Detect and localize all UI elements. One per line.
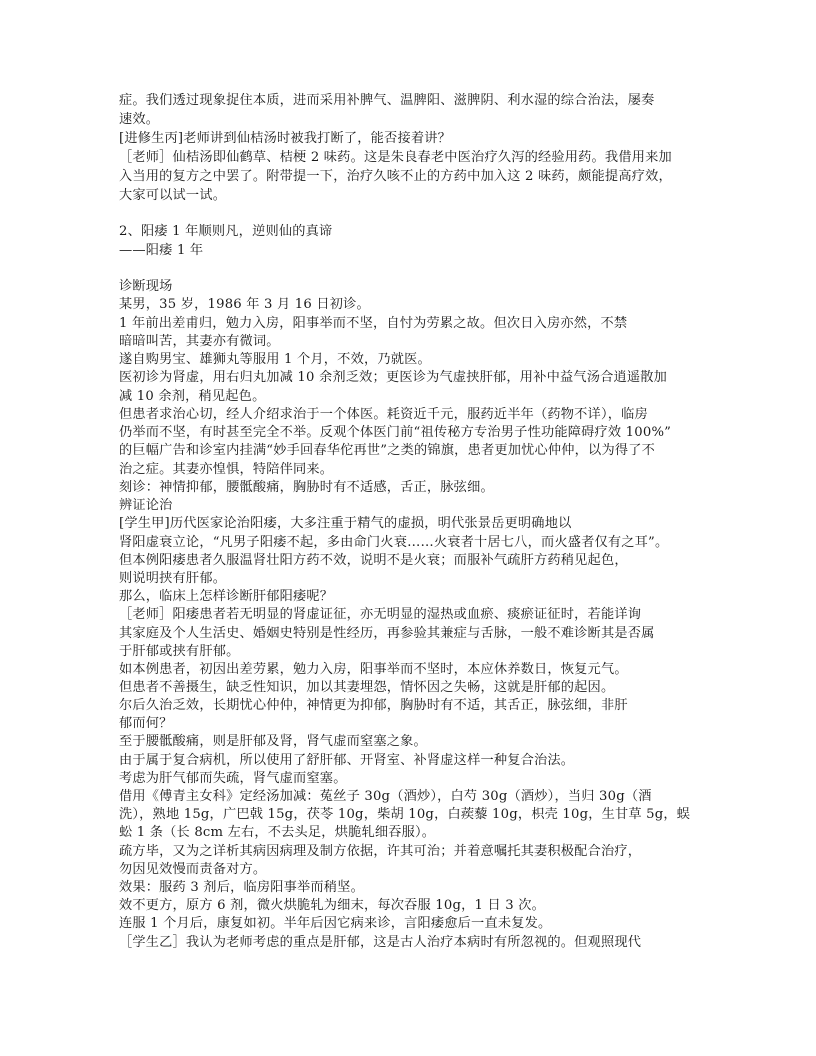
text-line: 尔后久治乏效，长期忧心仲仲，神情更为抑郁，胸胁时有不适，其舌正，脉弦细，非肝 xyxy=(119,698,628,713)
text-line: 但本例阳痿患者久服温肾壮阳方药不效，说明不是火衰；而服补气疏肝方药稍见起色， xyxy=(119,553,628,568)
text-line: 减 10 余剂，稍见起色。 xyxy=(119,389,266,404)
subsection-heading: 诊断现场 xyxy=(119,279,173,294)
text-line: [进修生丙]老师讲到仙桔汤时被我打断了，能否接着讲？ xyxy=(119,131,451,146)
text-line: 洗），熟地 15g，广巴戟 15g，茯苓 10g，柴胡 10g，白蒺藜 10g，枳壳 10g，生甘草 5g，蜈 xyxy=(119,807,691,822)
text-line: 郁而何？ xyxy=(119,716,173,731)
text-line: 但患者求治心切，经人介绍求治于一个体医。耗资近千元，服药近半年（药物不详），临房 xyxy=(119,407,648,422)
text-line: 医初诊为肾虚，用右归丸加减 10 余剂乏效；更医诊为气虚挟肝郁，用补中益气汤合逍遥散加 xyxy=(119,370,668,385)
text-line: 的巨幅广告和诊室内挂满“妙手回春华佗再世”之类的锦旗，患者更加忧心仲仲，以为得了不 xyxy=(119,443,655,458)
text-line: ［老师］仙桔汤即仙鹤草、桔梗 2 味药。这是朱良春老中医治疗久泻的经验用药。我借用来加 xyxy=(119,150,672,165)
text-line: 考虑为肝气郁而失疏，肾气虚而窒塞。 xyxy=(119,771,347,786)
text-line: 效果：服药 3 剂后，临房阳事举而稍坚。 xyxy=(119,880,364,895)
text-line: 治之症。其妻亦惶惧，特陪伴同来。 xyxy=(119,462,334,477)
text-line: 肾阳虚衰立论，“凡男子阳痿不起，多由命门火衰……火衰者十居七八，而火盛者仅有之耳”。 xyxy=(119,535,669,550)
text-line: 借用《傅青主女科》定经汤加减：菟丝子 30g（酒炒），白芍 30g（酒炒），当归 30g（酒 xyxy=(119,789,652,804)
text-line: 则说明挟有肝郁。 xyxy=(119,571,227,586)
text-line: 连服 1 个月后，康复如初。半年后因它病来诊，言阳痿愈后一直未复发。 xyxy=(119,916,552,931)
section-heading: 2、阳痿 1 年顺则凡，逆则仙的真谛 xyxy=(119,224,333,239)
text-line: 症。我们透过现象捉住本质，进而采用补脾气、温脾阳、滋脾阴、利水湿的综合治法，屡奏 xyxy=(119,93,655,108)
text-line: 至于腰骶酸痛，则是肝郁及肾，肾气虚而窒塞之象。 xyxy=(119,734,427,749)
text-line: 如本例患者，初因出差劳累，勉力入房，阳事举而不坚时，本应休养数日，恢复元气。 xyxy=(119,662,628,677)
text-line: 仍举而不坚，有时甚至完全不举。反观个体医门前“祖传秘方专治男子性功能障碍疗效 100%” xyxy=(119,425,672,440)
text-line: 暗暗叫苦，其妻亦有微词。 xyxy=(119,334,280,349)
text-line: 速效。 xyxy=(119,112,160,127)
text-line: 蚣 1 条（长 8cm 左右，不去头足，烘脆轧细吞服）。 xyxy=(119,825,436,840)
text-line: 刻诊：神情抑郁，腰骶酸痛，胸胁时有不适感，舌正，脉弦细。 xyxy=(119,480,494,495)
text-line: 效不更方，原方 6 剂，微火烘脆轧为细末，每次吞服 10g，1 日 3 次。 xyxy=(119,898,546,913)
text-line: 勿因见效慢而责备对方。 xyxy=(119,862,267,877)
text-line: 入当用的复方之中罢了。附带提一下，治疗久咳不止的方药中加入这 2 味药，颇能提高疗效， xyxy=(119,169,672,184)
text-line: 某男，35 岁，1986 年 3 月 16 日初诊。 xyxy=(119,297,370,312)
text-line: 1 年前出差甫归，勉力入房，阳事举而不坚，自忖为劳累之故。但次日入房亦然，不禁 xyxy=(119,316,628,331)
text-line: ［老师］阳痿患者若无明显的肾虚证征，亦无明显的湿热或血瘀、痰瘀证征时，若能详询 xyxy=(119,607,642,622)
text-line: 其家庭及个人生活史、婚姻史特别是性经历，再参验其兼症与舌脉，一般不难诊断其是否属 xyxy=(119,626,655,641)
text-line: 大家可以试一试。 xyxy=(119,188,227,203)
text-line: 那么，临床上怎样诊断肝郁阳痿呢？ xyxy=(119,589,334,604)
text-line: ［学生乙］我认为老师考虑的重点是肝郁，这是古人治疗本病时有所忽视的。但观照现代 xyxy=(119,935,642,950)
text-line: 但患者不善摄生，缺乏性知识，加以其妻埋怨，情怀因之失畅，这就是肝郁的起因。 xyxy=(119,680,615,695)
section-subtitle: ——阳痿 1 年 xyxy=(119,243,204,258)
subsection-heading: 辨证论治 xyxy=(119,498,173,513)
text-line: 疏方毕，又为之详析其病因病理及制方依据，许其可治；并着意嘱托其妻积极配合治疗， xyxy=(119,844,642,859)
text-line: [学生甲]历代医家论治阳痿，大多注重于精气的虚损，明代张景岳更明确地以 xyxy=(119,516,572,531)
text-line: 遂自购男宝、雄狮丸等服用 1 个月，不效，乃就医。 xyxy=(119,352,431,367)
text-line: 于肝郁或挟有肝郁。 xyxy=(119,644,240,659)
text-line: 由于属于复合病机，所以使用了舒肝郁、开肾室、补肾虚这样一种复合治法。 xyxy=(119,753,575,768)
